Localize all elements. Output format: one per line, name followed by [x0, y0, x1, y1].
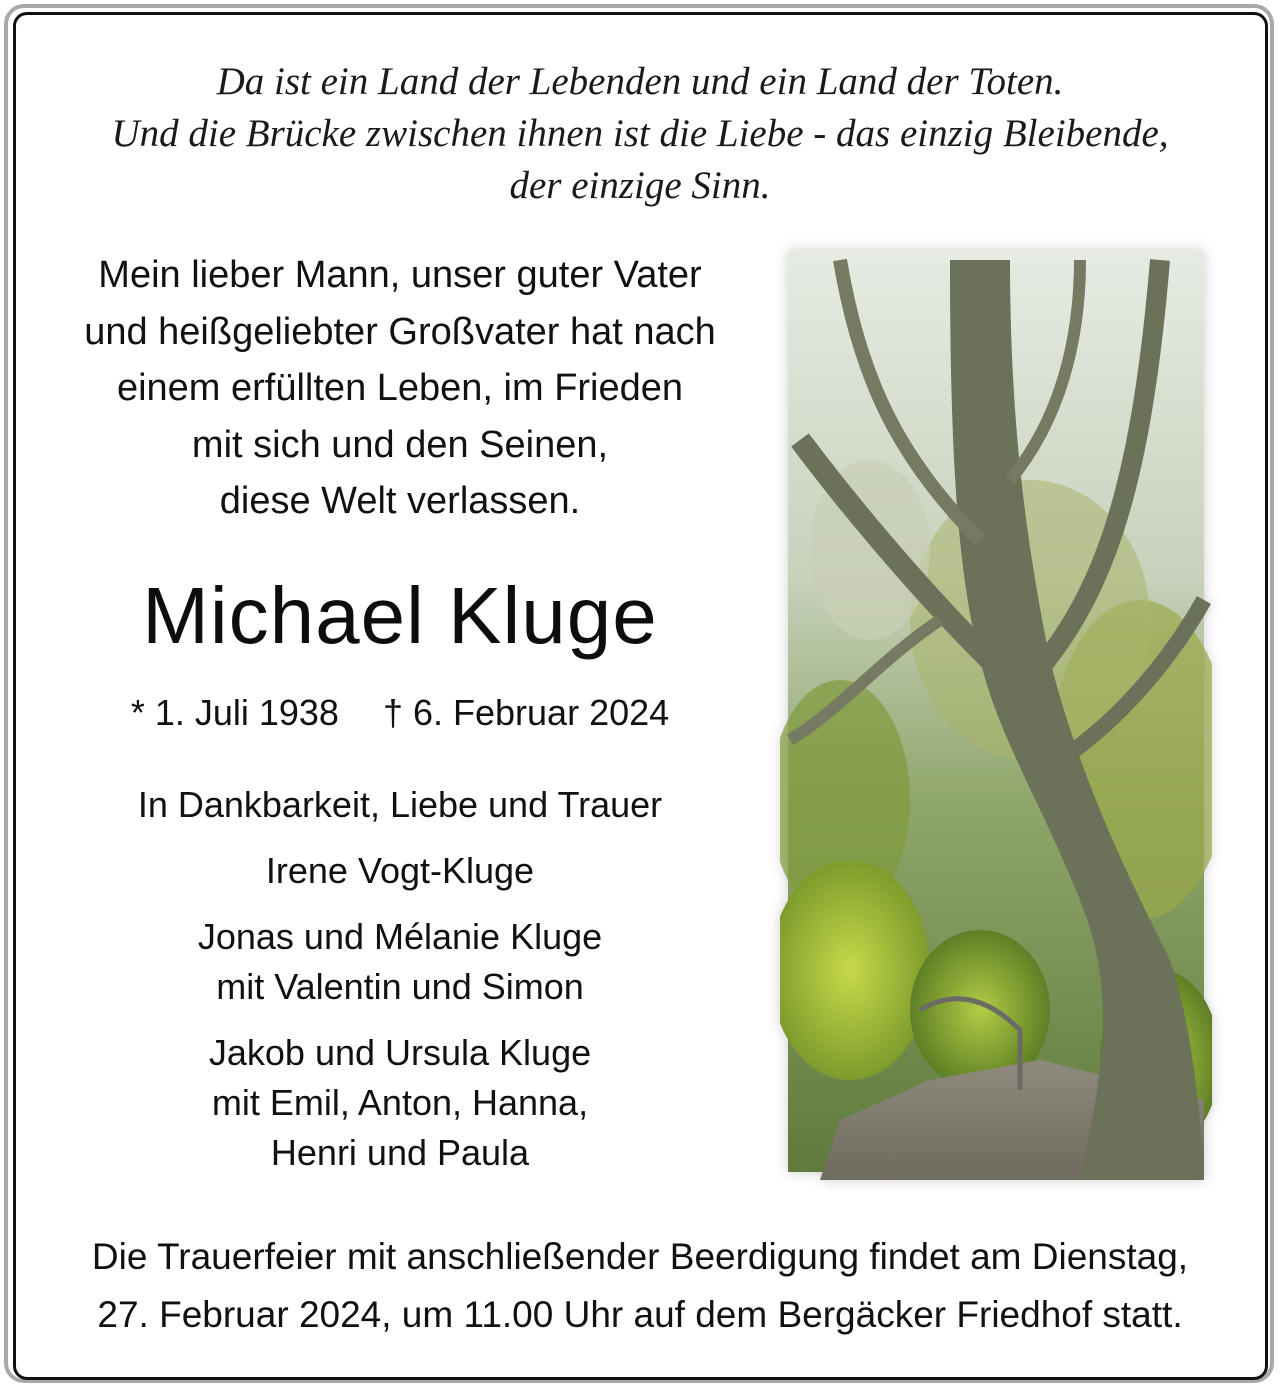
mourners-block [40, 780, 760, 1178]
mourner-line: Jonas und Mélanie Kluge [197, 916, 603, 957]
life-dates [40, 688, 760, 738]
mourner-group [40, 846, 760, 896]
quote-line: Da ist ein Land der Lebenden und ein Land der Toten. [216, 60, 1064, 103]
intro-line: einem erfüllten Leben, im Frieden [116, 367, 684, 409]
birth-date: * 1. Juli 1938 [130, 692, 339, 733]
mourner-line: Irene Vogt-Kluge [265, 850, 535, 891]
intro-line: Mein lieber Mann, unser guter Vater [98, 254, 702, 296]
footer-line: 27. Februar 2024, um 11.00 Uhr auf dem Bergäcker Friedhof statt. [97, 1294, 1183, 1335]
mourner-group [40, 1028, 760, 1178]
quote-line: Und die Brücke zwischen ihnen ist die Liebe - das einzig Bleibende, [111, 112, 1169, 155]
intro-line: mit sich und den Seinen, [191, 423, 609, 466]
intro-text [40, 247, 760, 530]
funeral-notice [30, 1228, 1250, 1344]
mourners-heading: In Dankbarkeit, Liebe und Trauer [137, 784, 663, 825]
mourner-line: mit Valentin und Simon [216, 966, 584, 1007]
quote-line: der einzige Sinn. [509, 164, 771, 207]
mourner-group [40, 912, 760, 1012]
mourner-line: Jakob und Ursula Kluge [208, 1032, 592, 1073]
deceased-name: Michael Kluge [142, 571, 658, 660]
intro-line: und heißgeliebter Großvater hat nach [84, 310, 716, 353]
opening-quote [40, 56, 1240, 212]
footer-line: Die Trauerfeier mit anschließender Beerdigung findet am Dienstag, [91, 1236, 1189, 1277]
tree-photo [780, 240, 1212, 1180]
death-date: † 6. Februar 2024 [382, 692, 670, 733]
mourner-line: mit Emil, Anton, Hanna, [211, 1082, 589, 1123]
intro-line: diese Welt verlassen. [219, 480, 581, 522]
mourner-line: Henri und Paula [270, 1132, 530, 1173]
